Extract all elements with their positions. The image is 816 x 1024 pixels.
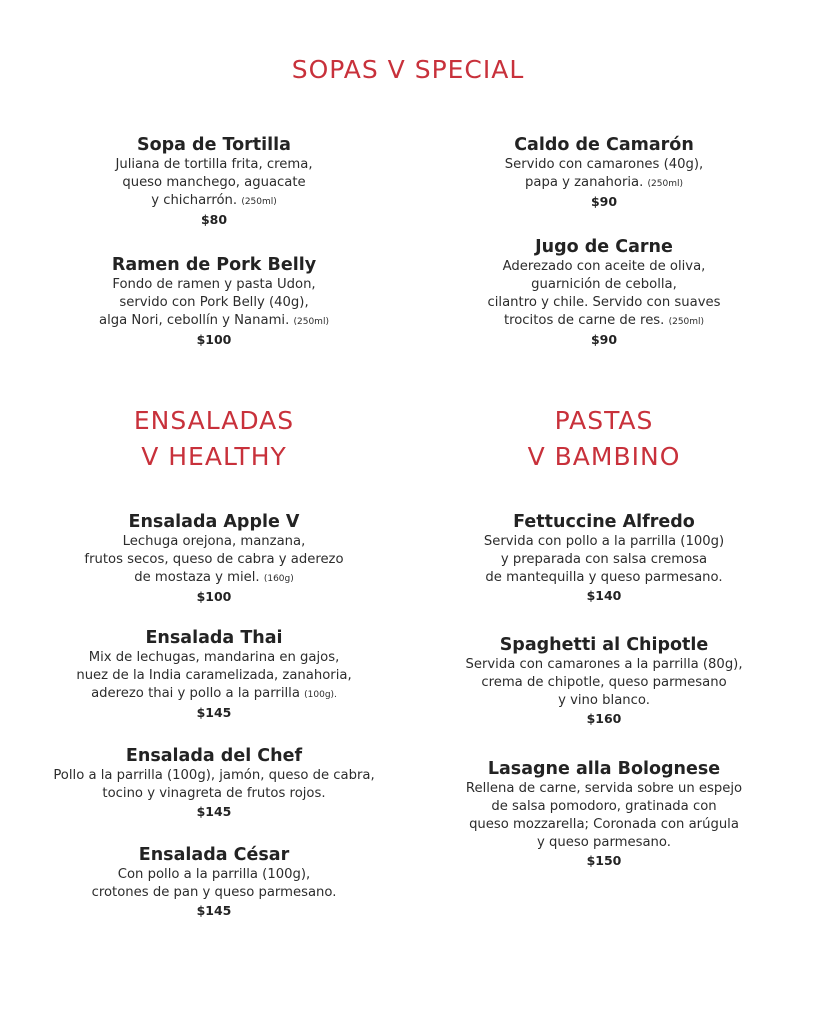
item-name: Lasagne alla Bolognese [487,759,721,779]
menu-item-ramen-de-pork-belly [34,254,394,349]
desc-line: alga Nori, cebollín y Nanami. (250ml) [99,313,329,328]
item-price: $100 [196,332,232,347]
item-name: Ramen de Pork Belly [111,255,317,275]
item-description [424,258,784,331]
desc-line: Pollo a la parrilla (100g), jamón, queso de cabra, [53,768,375,783]
desc-line: queso manchego, aguacate [122,175,306,190]
menu-item-ensalada-thai [34,627,394,722]
item-description [424,780,784,852]
desc-line: y preparada con salsa cremosa [500,552,708,567]
desc-line: Con pollo a la parrilla (100g), [117,867,311,882]
desc-line: crema de chipotle, queso parmesano [481,675,727,690]
item-description [34,533,394,588]
menu-item-ensalada-cesar [34,844,394,920]
desc-line: y chicharrón. (250ml) [151,193,277,208]
desc-line: frutos secos, queso de cabra y aderezo [84,552,344,567]
section-title-pastas [424,403,784,475]
menu-item-ensalada-del-chef [34,745,394,821]
portion-size: (250ml) [668,317,705,327]
item-name: Ensalada del Chef [125,746,303,766]
item-name: Fettuccine Alfredo [513,512,695,532]
desc-line: Mix de lechugas, mandarina en gajos, [88,650,340,665]
desc-line: aderezo thai y pollo a la parrilla (100g). [91,686,337,701]
item-price: $90 [590,332,618,347]
item-name: Jugo de Carne [535,237,673,257]
desc-line: papa y zanahoria. (250ml) [525,175,683,190]
item-price: $150 [586,853,622,868]
menu-item-ensalada-apple-v [34,511,394,606]
item-description [424,656,784,710]
desc-line: trocitos de carne de res. (250ml) [503,313,705,328]
item-price: $90 [590,194,618,209]
section-title-line: SOPAS V SPECIAL [291,55,525,84]
item-name: Caldo de Camarón [514,135,694,155]
desc-line: Juliana de tortilla frita, crema, [115,157,313,172]
section-title-line: PASTAS [554,406,654,435]
item-price: $145 [196,705,232,720]
item-description [424,156,784,193]
desc-line: de salsa pomodoro, gratinada con [491,799,717,814]
item-description [34,649,394,704]
menu-item-fettuccine-alfredo [424,511,784,605]
desc-line: nuez de la India caramelizada, zanahoria, [76,668,352,683]
portion-size: (250ml) [241,197,277,207]
portion-size: (250ml) [293,317,329,327]
desc-line: Servida con camarones a la parrilla (80g), [465,657,743,672]
desc-line: de mantequilla y queso parmesano. [485,570,723,585]
item-name: Ensalada Thai [145,628,283,648]
section-title-ensaladas [34,403,394,475]
item-description [34,767,394,803]
item-description [34,866,394,902]
menu-item-caldo-de-camaron [424,134,784,211]
item-name: Ensalada Apple V [128,512,300,532]
item-price: $100 [196,589,232,604]
portion-size: (250ml) [647,179,683,189]
item-price: $145 [196,804,232,819]
desc-line: cilantro y chile. Servido con suaves [487,295,721,310]
desc-line: guarnición de cebolla, [531,277,677,292]
item-description [34,276,394,331]
desc-line: Servida con pollo a la parrilla (100g) [483,534,725,549]
menu-item-sopa-de-tortilla [34,134,394,229]
menu-item-lasagne-alla-bolognese [424,758,784,870]
section-title-line: V HEALTHY [141,442,287,471]
desc-line: Rellena de carne, servida sobre un espejo [465,781,743,796]
section-title-line: V BAMBINO [527,442,681,471]
item-price: $140 [586,588,622,603]
item-name: Sopa de Tortilla [137,135,291,155]
item-price: $145 [196,903,232,918]
desc-line: tocino y vinagreta de frutos rojos. [102,786,326,801]
section-title-line: ENSALADAS [133,406,295,435]
desc-line: y vino blanco. [558,693,650,708]
desc-line: Fondo de ramen y pasta Udon, [112,277,316,292]
desc-line: y queso parmesano. [537,835,671,850]
section-title-sopas [0,52,816,88]
item-name: Spaghetti al Chipotle [499,635,709,655]
desc-line: queso mozzarella; Coronada con arúgula [469,817,739,832]
desc-line: Servido con camarones (40g), [504,157,704,172]
desc-line: Lechuga orejona, manzana, [122,534,306,549]
portion-size: (160g) [263,574,294,584]
desc-line: crotones de pan y queso parmesano. [91,885,337,900]
item-description [424,533,784,587]
item-description [34,156,394,211]
portion-size: (100g). [304,690,337,700]
item-name: Ensalada César [138,845,290,865]
desc-line: servido con Pork Belly (40g), [119,295,309,310]
item-price: $80 [200,212,228,227]
menu-item-jugo-de-carne [424,236,784,349]
desc-line: Aderezado con aceite de oliva, [502,259,706,274]
menu-item-spaghetti-al-chipotle [424,634,784,728]
desc-line: de mostaza y miel. (160g) [134,570,294,585]
item-price: $160 [586,711,622,726]
